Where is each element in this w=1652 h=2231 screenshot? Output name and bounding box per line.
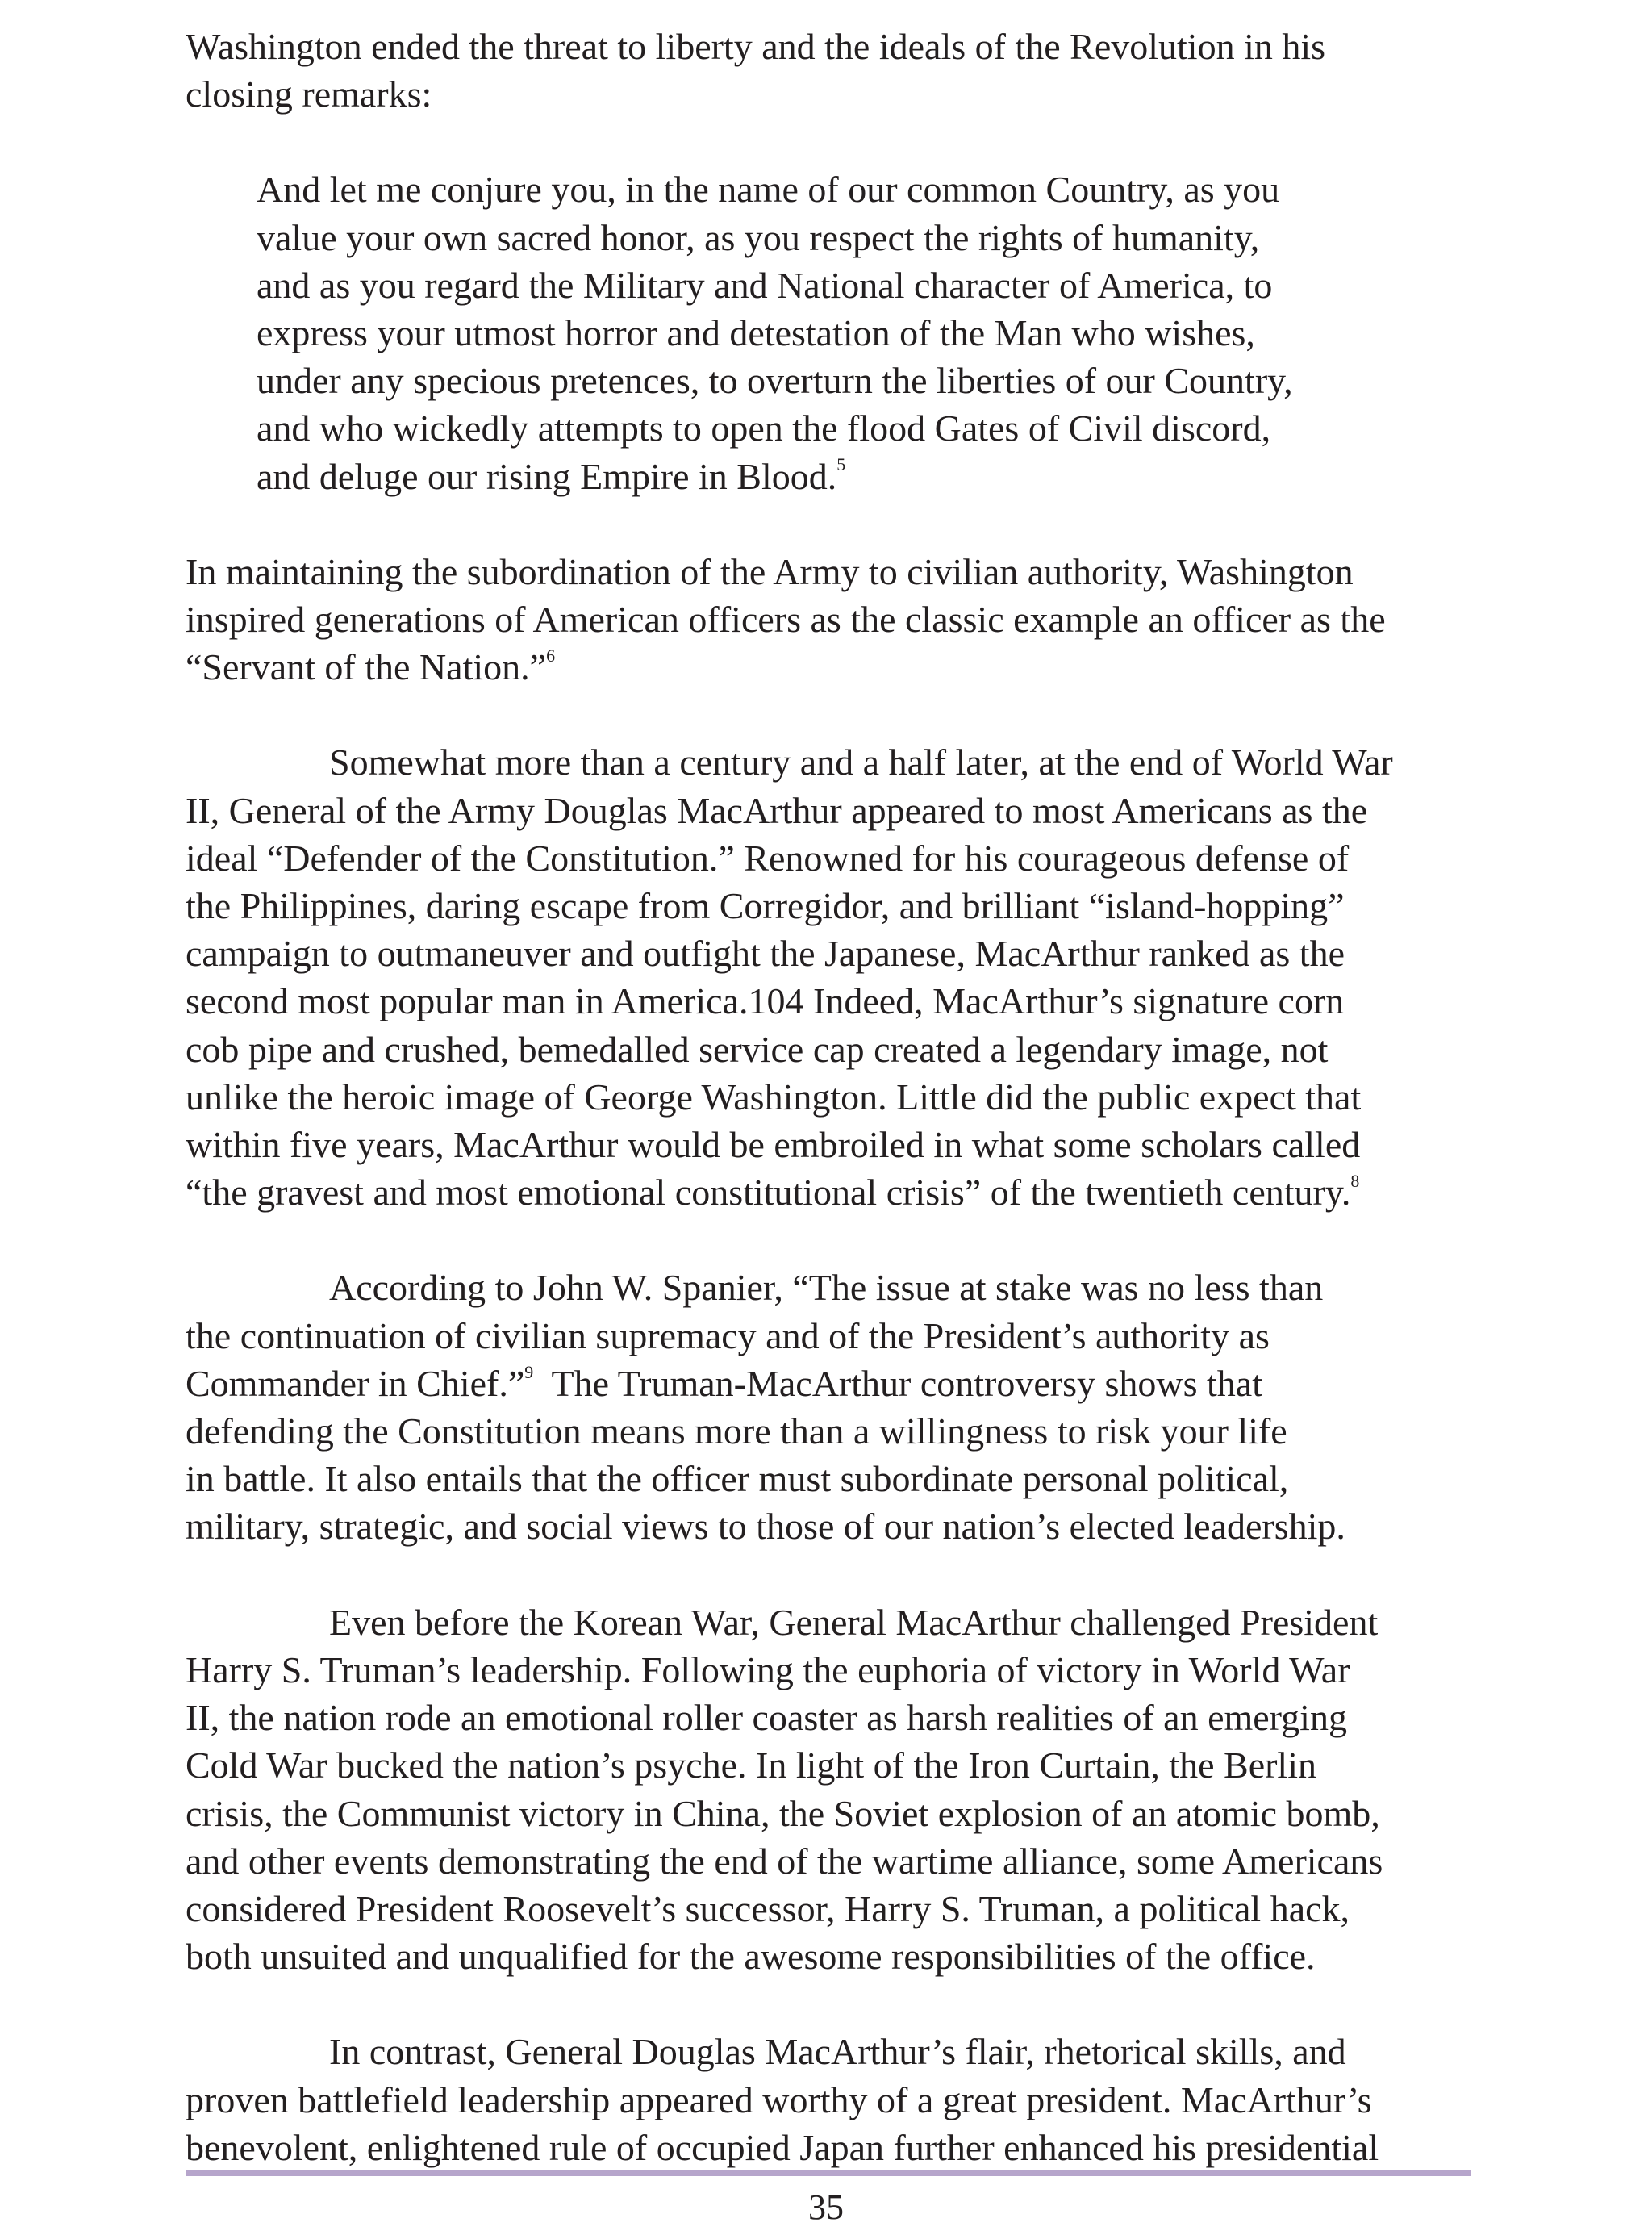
footer-rule bbox=[186, 2170, 1471, 2176]
text-line: Harry S. Truman’s leadership. Following the euphoria of victory in World War bbox=[186, 1648, 1350, 1690]
text-line: In maintaining the subordination of the Army to civilian authority, Washington bbox=[186, 550, 1354, 592]
text-line: According to John W. Spanier, “The issue at stake was no less than bbox=[329, 1267, 1324, 1309]
text-line: II, General of the Army Douglas MacArthur appeared to most Americans as the bbox=[186, 789, 1368, 831]
quote-line: under any specious pretences, to overturn the liberties of our Country, bbox=[257, 360, 1293, 402]
text-line: the continuation of civilian supremacy and of the President’s authority as bbox=[186, 1314, 1270, 1356]
text-line: military, strategic, and social views to those of our nation’s elected leadership. bbox=[186, 1506, 1345, 1548]
footnote-marker: 6 bbox=[546, 645, 556, 666]
quote-line: value your own sacred honor, as you respect the rights of humanity, bbox=[257, 216, 1260, 258]
quote-line: and who wickedly attempts to open the flood Gates of Civil discord, bbox=[257, 407, 1271, 449]
text-line: campaign to outmaneuver and outfight the Japanese, MacArthur ranked as the bbox=[186, 933, 1345, 975]
paragraph-spanier bbox=[186, 1264, 1476, 1550]
paragraph-contrast bbox=[186, 2028, 1476, 2171]
washington-quote bbox=[186, 165, 1476, 499]
text-line: “Servant of the Nation.”$^6$ bbox=[186, 645, 556, 688]
text-line: cob pipe and crushed, bemedalled service cap created a legendary image, not bbox=[186, 1028, 1329, 1070]
text-line: inspired generations of American officers as the classic example an officer as the bbox=[186, 599, 1386, 641]
paragraph-korean-war bbox=[186, 1598, 1476, 1981]
quote-line: And let me conjure you, in the name of our common Country, as you bbox=[257, 169, 1280, 211]
text-line: benevolent, enlightened rule of occupied Japan further enhanced his presidential bbox=[186, 2126, 1379, 2168]
page-body bbox=[186, 23, 1476, 2171]
text-line: Commander in Chief.”$^9$ The Truman-MacArthur controversy shows that bbox=[186, 1361, 1262, 1404]
text-line: “the gravest and most emotional constitutional crisis” of the twentieth century.$^8$ bbox=[186, 1170, 1360, 1214]
text-line: closing remarks: bbox=[186, 73, 432, 115]
paragraph-intro bbox=[186, 23, 1476, 118]
footnote-marker: 9 bbox=[524, 1361, 534, 1382]
text-line: crisis, the Communist victory in China, the Soviet explosion of an atomic bomb, bbox=[186, 1792, 1380, 1834]
text-line: and other events demonstrating the end of the wartime alliance, some Americans bbox=[186, 1840, 1383, 1882]
footnote-marker: 5 bbox=[836, 454, 846, 475]
text-line: ideal “Defender of the Constitution.” Renowned for his courageous defense of bbox=[186, 837, 1350, 879]
text-line: proven battlefield leadership appeared worthy of a great president. MacArthur’s bbox=[186, 2079, 1372, 2120]
text-line: In contrast, General Douglas MacArthur’s flair, rhetorical skills, and bbox=[329, 2031, 1346, 2073]
text-line: the Philippines, daring escape from Corregidor, and brilliant “island-hopping” bbox=[186, 885, 1345, 927]
footnote-marker: 8 bbox=[1350, 1170, 1360, 1191]
text-line: defending the Constitution means more than a willingness to risk your life bbox=[186, 1410, 1287, 1452]
paragraph-macarthur bbox=[186, 738, 1476, 1216]
quote-line: and deluge our rising Empire in Blood.$^5$ bbox=[257, 454, 846, 497]
text-line: second most popular man in America.104 Indeed, MacArthur’s signature corn bbox=[186, 980, 1345, 1022]
text-line: Washington ended the threat to liberty and the ideals of the Revolution in his bbox=[186, 26, 1326, 67]
text-line: Somewhat more than a century and a half later, at the end of World War bbox=[329, 742, 1393, 783]
text-line: II, the nation rode an emotional roller coaster as harsh realities of an emerging bbox=[186, 1697, 1347, 1739]
text-line: in battle. It also entails that the officer must subordinate personal political, bbox=[186, 1458, 1289, 1500]
text-line: within five years, MacArthur would be embroiled in what some scholars called bbox=[186, 1124, 1361, 1166]
paragraph-subordination bbox=[186, 548, 1476, 691]
text-line: Even before the Korean War, General MacArthur challenged President bbox=[329, 1601, 1379, 1643]
text-line: Cold War bucked the nation’s psyche. In light of the Iron Curtain, the Berlin bbox=[186, 1744, 1316, 1786]
text-line: considered President Roosevelt’s successor, Harry S. Truman, a political hack, bbox=[186, 1887, 1350, 1929]
text-line: both unsuited and unqualified for the awesome responsibilities of the office. bbox=[186, 1936, 1316, 1978]
quote-line: and as you regard the Military and National character of America, to bbox=[257, 264, 1273, 306]
text-line: unlike the heroic image of George Washington. Little did the public expect that bbox=[186, 1076, 1362, 1118]
page-number: 35 bbox=[808, 2187, 844, 2227]
quote-line: express your utmost horror and detestation of the Man who wishes, bbox=[257, 312, 1255, 354]
